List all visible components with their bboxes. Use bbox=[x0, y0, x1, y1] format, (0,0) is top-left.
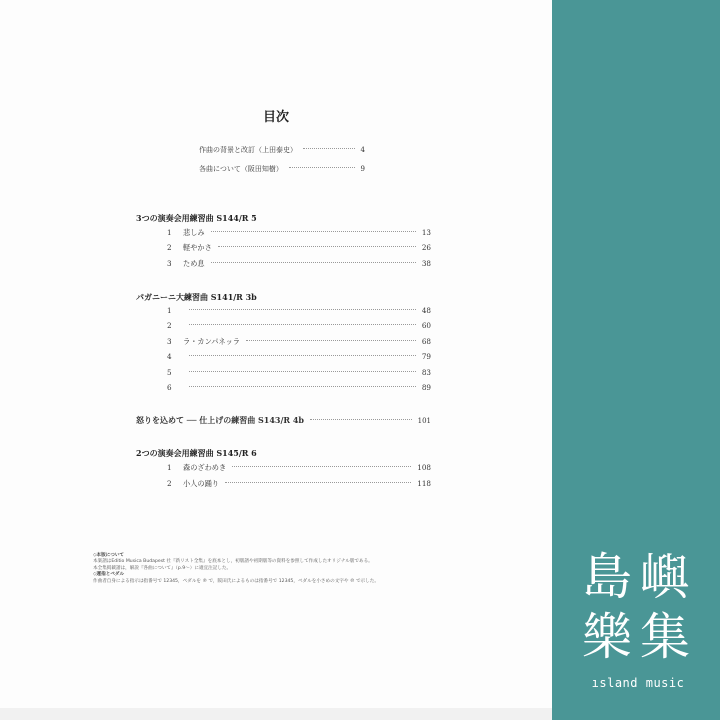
entry-title: 森のざわめき bbox=[183, 463, 227, 472]
entry-title: ため息 bbox=[183, 259, 205, 268]
entry-number: 3 bbox=[167, 259, 172, 268]
section-title: パガニーニ大練習曲 S141/R 3b bbox=[136, 292, 257, 302]
entry-title: 軽やかさ bbox=[183, 243, 212, 252]
toc-entry bbox=[167, 228, 431, 240]
section-title: 怒りを込めて ── 仕上げの練習曲 S143/R 4b bbox=[136, 415, 304, 425]
entry-title: 悲しみ bbox=[183, 228, 205, 237]
brand-sidebar bbox=[552, 0, 720, 720]
toc-entry bbox=[167, 479, 431, 491]
toc-intro-row bbox=[199, 145, 365, 157]
toc-entry bbox=[167, 463, 431, 475]
notes-line: 本楽譜はEditio Musica Budapest 社『新リスト全集』を底本とし，初版譜や初期版等の資料を参照して作成したオリジナル版である。 bbox=[93, 559, 373, 565]
entry-page: 26 bbox=[421, 243, 431, 252]
page-bottom-edge bbox=[0, 708, 552, 720]
leader-dots bbox=[211, 231, 416, 232]
entry-page: 89 bbox=[421, 383, 431, 392]
logo-char: 島 bbox=[582, 548, 632, 606]
toc-section-row bbox=[136, 415, 431, 427]
toc-entry bbox=[167, 259, 431, 271]
entry-page: 38 bbox=[421, 259, 431, 268]
toc-intro-title: 各曲について（阪田知樹） bbox=[199, 165, 283, 173]
leader-dots bbox=[189, 309, 416, 310]
logo-char: 嶼 bbox=[640, 548, 690, 606]
leader-dots bbox=[211, 262, 416, 263]
section-title: 2つの演奏会用練習曲 S145/R 6 bbox=[136, 448, 257, 458]
toc-intro-page: 9 bbox=[360, 165, 365, 173]
entry-page: 60 bbox=[421, 321, 431, 330]
entry-number: 4 bbox=[167, 352, 172, 361]
leader-dots bbox=[189, 386, 416, 387]
toc-intro-page: 4 bbox=[360, 146, 365, 154]
leader-dots bbox=[189, 355, 416, 356]
toc-entry bbox=[167, 243, 431, 255]
toc-entry bbox=[167, 306, 431, 318]
leader-dots bbox=[225, 482, 411, 483]
entry-page: 79 bbox=[421, 352, 431, 361]
brand-tagline: ısland music bbox=[591, 676, 685, 690]
toc-entry bbox=[167, 337, 431, 349]
page-title: 目次 bbox=[262, 110, 289, 125]
leader-dots bbox=[246, 340, 416, 341]
leader-dots bbox=[303, 148, 355, 149]
entry-page: 118 bbox=[417, 479, 431, 488]
edition-notes bbox=[93, 553, 483, 585]
leader-dots bbox=[189, 324, 416, 325]
leader-dots bbox=[310, 419, 412, 420]
entry-number: 2 bbox=[167, 243, 172, 252]
notes-line: 作曲者自身による指示は指番号で 12345，ペダルを ℗ で，阪田氏によるものは指番号で 12345，ペダルを小さめの文字や ℗ で示した。 bbox=[93, 578, 379, 584]
entry-number: 1 bbox=[167, 228, 172, 237]
toc-entry bbox=[167, 368, 431, 380]
leader-dots bbox=[232, 466, 411, 467]
notes-heading: ◇運指とペダル bbox=[93, 572, 125, 578]
notes-line: 本全集掲載譜は，解説『各曲について』（p.9～）に適宜注記した。 bbox=[93, 565, 232, 571]
notes-heading: ◇本版について bbox=[93, 553, 125, 558]
entry-title: 小人の踊り bbox=[183, 479, 219, 488]
entry-number: 3 bbox=[167, 337, 172, 346]
entry-number: 5 bbox=[167, 368, 172, 377]
entry-number: 6 bbox=[167, 383, 172, 392]
leader-dots bbox=[289, 167, 355, 168]
entry-number: 1 bbox=[167, 463, 172, 472]
entry-page: 83 bbox=[421, 368, 431, 377]
logo-char: 集 bbox=[640, 608, 690, 666]
section-title: 3つの演奏会用練習曲 S144/R 5 bbox=[136, 213, 257, 223]
entry-number: 1 bbox=[167, 306, 172, 315]
toc-intro-row bbox=[199, 164, 365, 176]
entry-page: 68 bbox=[421, 337, 431, 346]
leader-dots bbox=[189, 371, 416, 372]
toc-intro-title: 作曲の背景と改訂（上田泰史） bbox=[199, 146, 297, 154]
toc-entry bbox=[167, 383, 431, 395]
entry-page: 13 bbox=[421, 228, 431, 237]
entry-page: 48 bbox=[421, 306, 431, 315]
section-page: 101 bbox=[417, 417, 431, 425]
entry-page: 108 bbox=[417, 463, 431, 472]
toc-entry bbox=[167, 321, 431, 333]
leader-dots bbox=[218, 246, 416, 247]
entry-title: ラ・カンパネッラ bbox=[183, 337, 240, 346]
entry-number: 2 bbox=[167, 321, 172, 330]
logo-char: 樂 bbox=[582, 608, 632, 666]
toc-entry bbox=[167, 352, 431, 364]
entry-number: 2 bbox=[167, 479, 172, 488]
